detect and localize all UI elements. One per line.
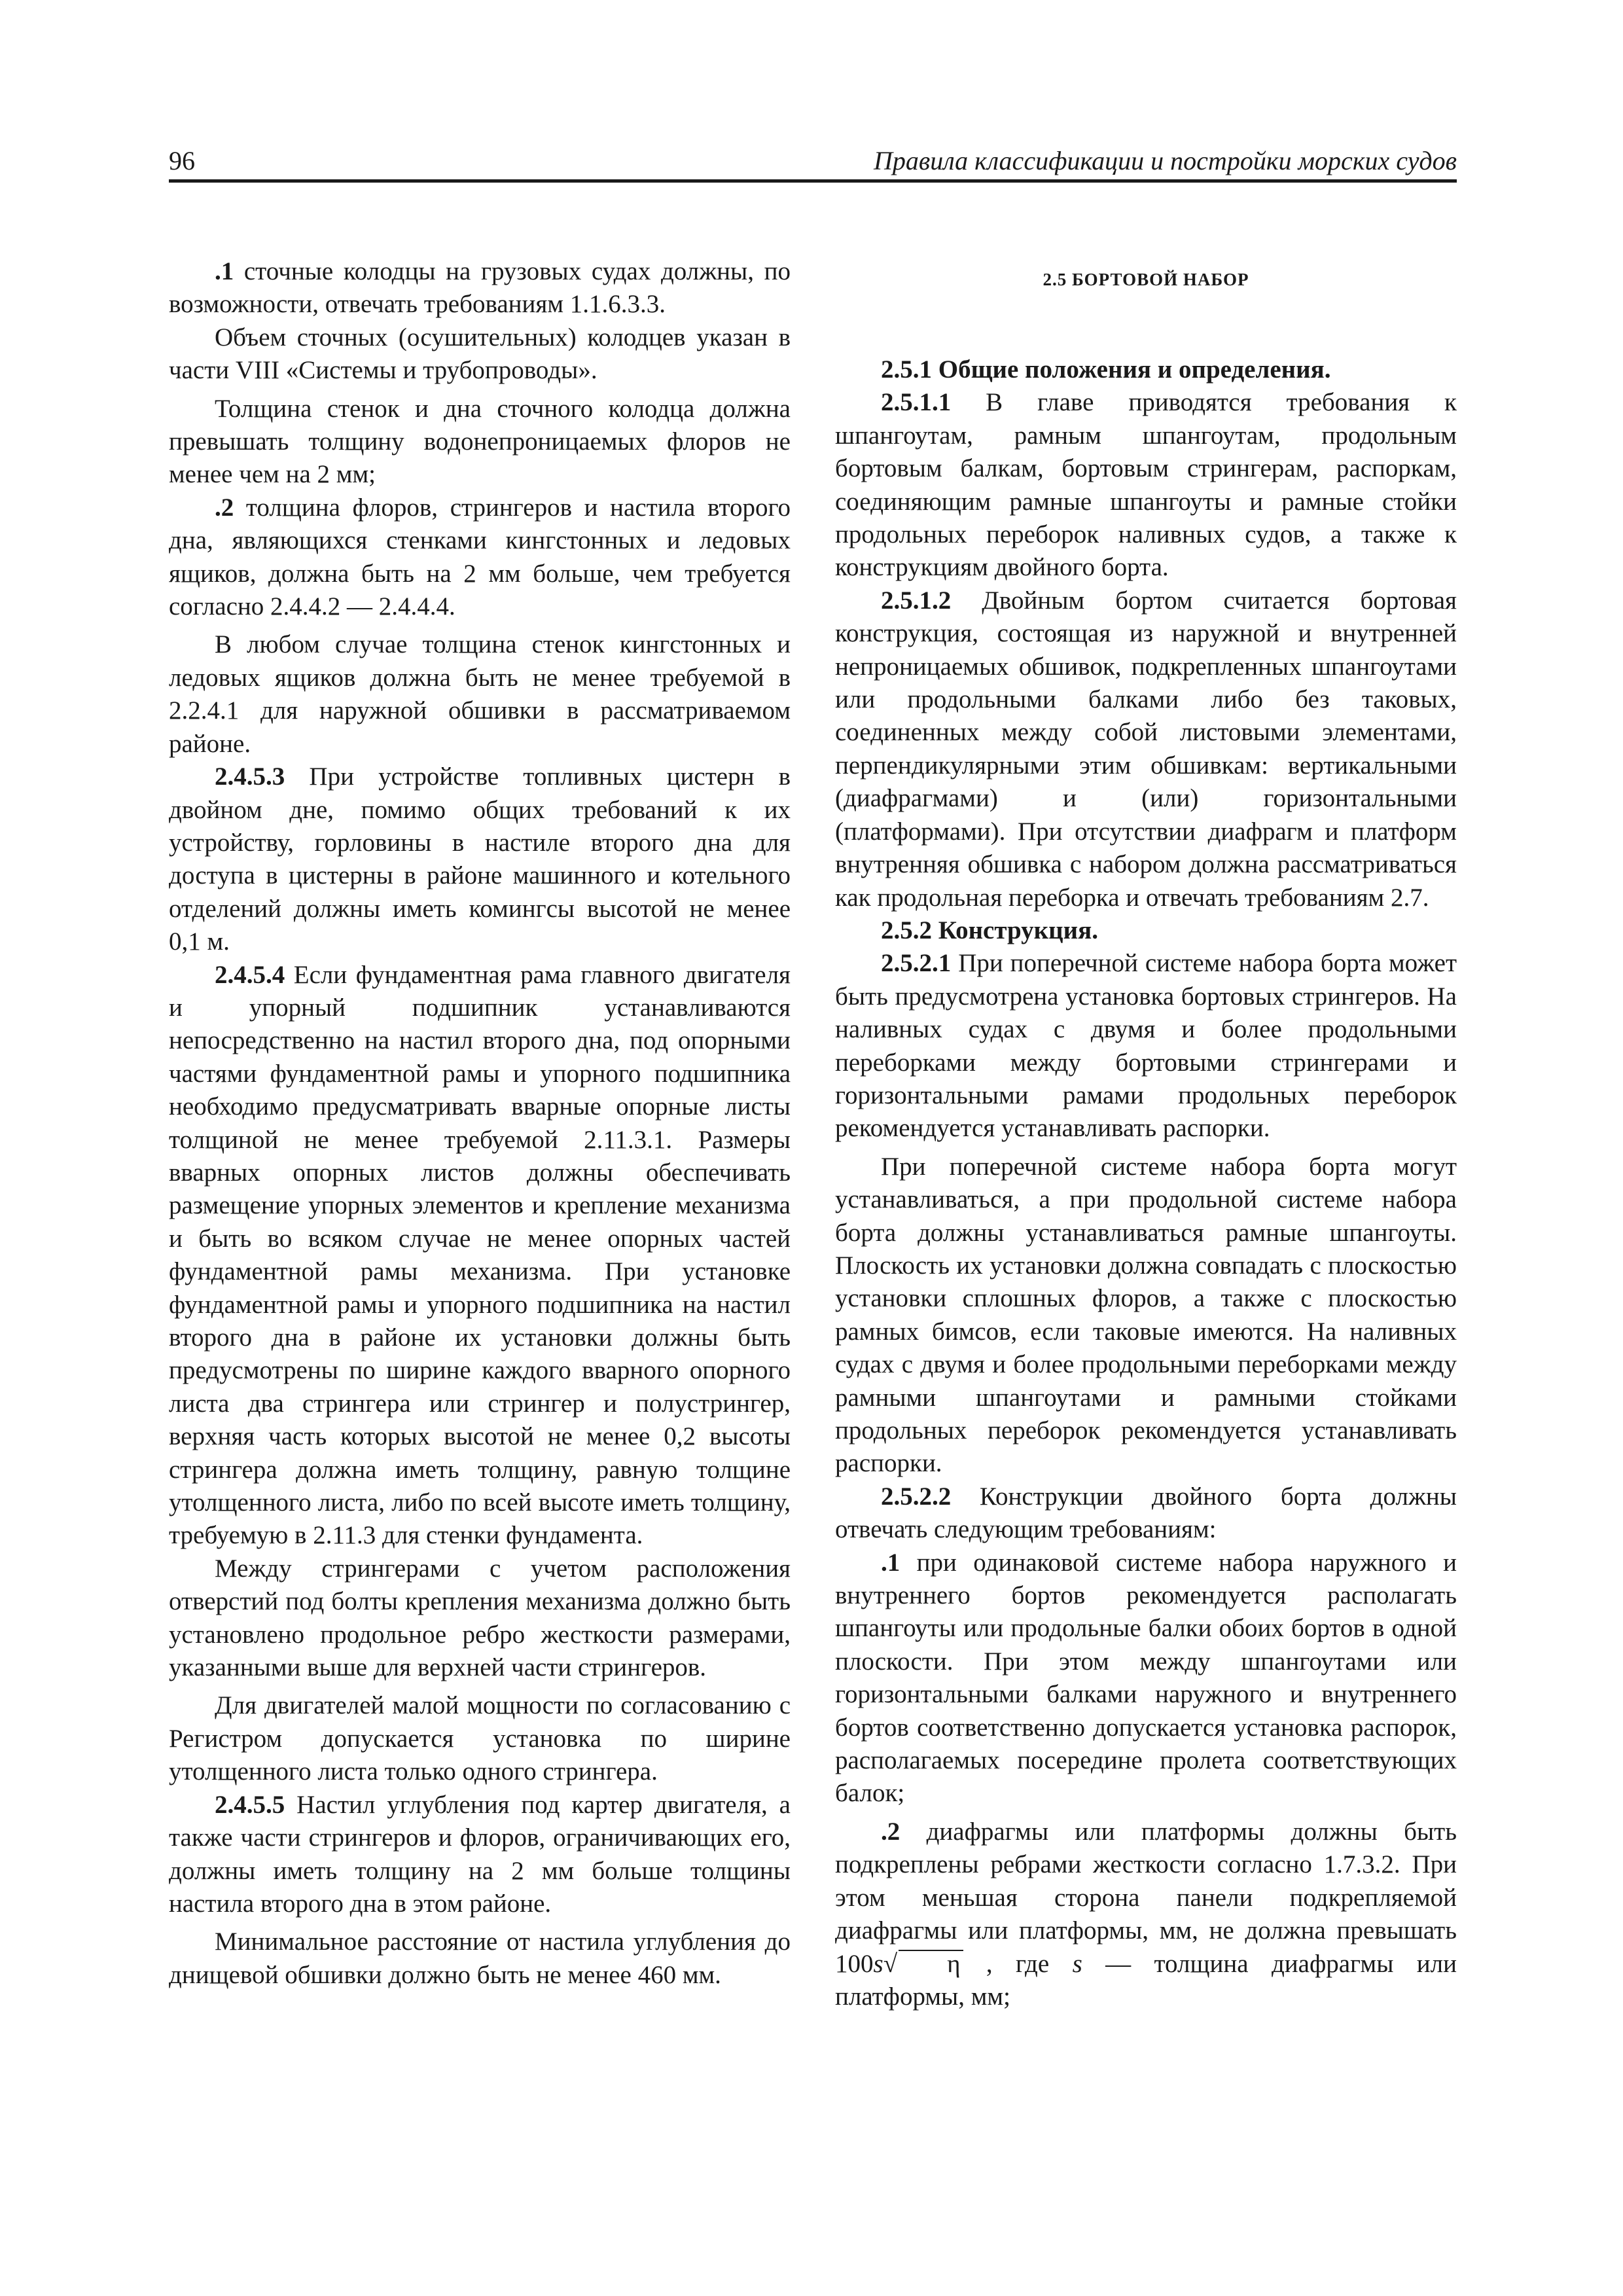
right-column	[835, 255, 1457, 2013]
formula	[835, 1950, 963, 1978]
paragraph-text: диафрагмы или платформы должны быть подкреплены ребрами жесткости согласно 1.7.3.2. При этом меньшая сторона панели подкрепляемой диафрагмы или платформы, мм, не должна превышать	[835, 1817, 1457, 1945]
paragraph	[835, 947, 1457, 1145]
paragraph-text: толщина флоров, стрингеров и настила второго дна, являющихся стенками кингстонных и ледовых ящиков, должна быть на 2 мм больше, чем требуется согласно 2.4.4.2 — 2.4.4.4.	[169, 493, 791, 621]
clause-number: 2.4.5.4	[215, 960, 285, 989]
paragraph	[835, 584, 1457, 914]
paragraph-text: , где	[963, 1949, 1073, 1978]
formula-coefficient: 100	[835, 1949, 874, 1978]
paragraph	[169, 255, 791, 321]
formula-variable: s	[1072, 1949, 1082, 1978]
paragraph-text: При устройстве топливных цистерн в двойном дне, помимо общих требований к их устройству, горловины в настиле второго дна для доступа в цистерны в районе машинного и котельного отделений должны иметь комингсы высотой не менее 0,1 м.	[169, 762, 791, 956]
formula-radicand: η	[899, 1950, 963, 1977]
formula-variable: s	[873, 1949, 883, 1978]
paragraph: Между стрингерами с учетом расположения отверстий под болты крепления механизма должно быть установлено продольное ребро жесткости размерами, указанными выше для верхней части стрингеров.	[169, 1554, 791, 1682]
paragraph	[169, 1789, 791, 1921]
sqrt-icon: √	[883, 1949, 898, 1978]
paragraph-text: Двойным бортом считается бортовая конструкция, состоящая из наружной и внутренней непроницаемых обшивок, подкрепленных шпангоутами или продольными балками либо без таковых, соединенных между собой листовыми элементами, перпендикулярными этим обшивкам: вертикальными (диафрагмами) и (или) горизонтальными (платформами). При отсутствии диафрагм и платформ внутренняя обшивка с набором должна рассматриваться как продольная переборка и отвечать требованиям 2.7.	[835, 586, 1457, 912]
clause-number: 2.5.1.1	[881, 388, 952, 417]
clause-number: 2.5.2.1	[881, 949, 952, 978]
subsection-heading: 2.5.1 Общие положения и определения.	[881, 355, 1331, 384]
paragraph	[169, 959, 791, 1552]
subsection-heading: 2.5.2 Конструкция.	[881, 916, 1098, 944]
item-number: .1	[881, 1548, 901, 1577]
paragraph-text: сточные колодцы на грузовых судах должны, по возможности, отвечать требованиям 1.1.6.3.3.	[169, 257, 791, 319]
clause-number: 2.4.5.3	[215, 762, 285, 791]
paragraph-text: — толщина диафрагмы или платформы, мм;	[835, 1949, 1457, 2011]
paragraph	[835, 386, 1457, 584]
paragraph: При поперечной системе набора борта могут устанавливаться, а при продольной системе набора борта должны устанавливаться рамные шпангоуты. Плоскость их установки должна совпадать с плоскостью установки сплошных флоров, а также с плоскостью рамных бимсов, если таковые имеются. На наливных судах с двумя и более продольными переборками между рамными шпангоутами и рамными стойками продольных переборок рекомендуется устанавливать распорки.	[835, 1152, 1457, 1478]
paragraph: Толщина стенок и дна сточного колодца должна превышать толщину водонепроницаемых флоров не менее чем на 2 мм;	[169, 394, 791, 489]
clause-number: 2.5.2.2	[881, 1482, 952, 1511]
paragraph-text: Конструкции двойного борта должны отвечать следующим требованиям:	[835, 1482, 1457, 1544]
paragraph-text: при одинаковой системе набора наружного и внутреннего бортов рекомендуется располагать шпангоуты или продольные балки обоих бортов в одной плоскости. При этом между шпангоутами или горизонтальными балками наружного и внутреннего бортов соответственно допускается установка распорок, располагаемых посередине пролета соответствующих балок;	[835, 1548, 1457, 1808]
page-header	[169, 145, 1457, 183]
section-title: 2.5 БОРТОВОЙ НАБОР	[1043, 270, 1249, 289]
paragraph: Минимальное расстояние от настила углубления до днищевой обшивки должно быть не менее 460 мм.	[169, 1928, 791, 1989]
paragraph	[169, 761, 791, 958]
left-column	[169, 255, 791, 1992]
paragraph-text: При поперечной системе набора борта может быть предусмотрена установка бортовых стрингеров. На наливных судах с двумя и более продольными переборками между бортовыми стрингерами и горизонтальными рамами продольных переборок рекомендуется устанавливать распорки.	[835, 949, 1457, 1143]
paragraph: Объем сточных (осушительных) колодцев указан в части VIII «Системы и трубопроводы».	[169, 323, 791, 385]
clause-number: 2.5.1.2	[881, 586, 952, 615]
paragraph	[835, 1480, 1457, 1547]
page-number: 96	[169, 146, 195, 175]
paragraph-text: В главе приводятся требования к шпангоутам, рамным шпангоутам, продольным бортовым балкам, бортовым стрингерам, распоркам, соединяющим рамные шпангоуты и рамные стойки продольных переборок наливных судов, а также к конструкциям двойного борта.	[835, 388, 1457, 582]
paragraph-text: Если фундаментная рама главного двигателя и упорный подшипник устанавливаются непосредственно на настил второго дна, под опорными частями фундаментной рамы и упорного подшипника необходимо предусматривать вварные опорные листы толщиной не менее требуемой 2.11.3.1. Размеры вварных опорных листов должны обеспечивать размещение упорных элементов и крепление механизма и быть во всяком случае не менее опорных частей фундаментной рамы механизма. При установке фундаментной рамы и упорного подшипника на настил второго дна в районе их установки должны быть предусмотрены по ширине каждого вварного опорного листа два стрингера или стрингер и полустрингер, верхняя часть которых высотой не менее 0,2 высоты стрингера должна иметь толщину, равную толщине утолщенного листа, либо по всей высоте иметь толщину, требуемую в 2.11.3 для стенки фундамента.	[169, 960, 791, 1550]
running-title: Правила классификации и постройки морских судов	[873, 146, 1457, 175]
paragraph	[835, 1547, 1457, 1810]
paragraph	[835, 1816, 1457, 2013]
item-number: .2	[215, 493, 234, 522]
item-number: .2	[881, 1817, 901, 1846]
paragraph: В любом случае толщина стенок кингстонных и ледовых ящиков должна быть не менее требуемой в 2.2.4.1 для наружной обшивки в рассматриваемом районе.	[169, 630, 791, 758]
paragraph	[169, 492, 791, 624]
paragraph: Для двигателей малой мощности по согласованию с Регистром допускается установка по ширине утолщенного листа только одного стрингера.	[169, 1691, 791, 1786]
clause-number: 2.4.5.5	[215, 1790, 285, 1819]
item-number: .1	[215, 257, 234, 285]
paragraph-text: Настил углубления под картер двигателя, а также части стрингеров и флоров, ограничивающих его, должны иметь толщину на 2 мм больше толщины настила второго дна в этом районе.	[169, 1790, 791, 1918]
